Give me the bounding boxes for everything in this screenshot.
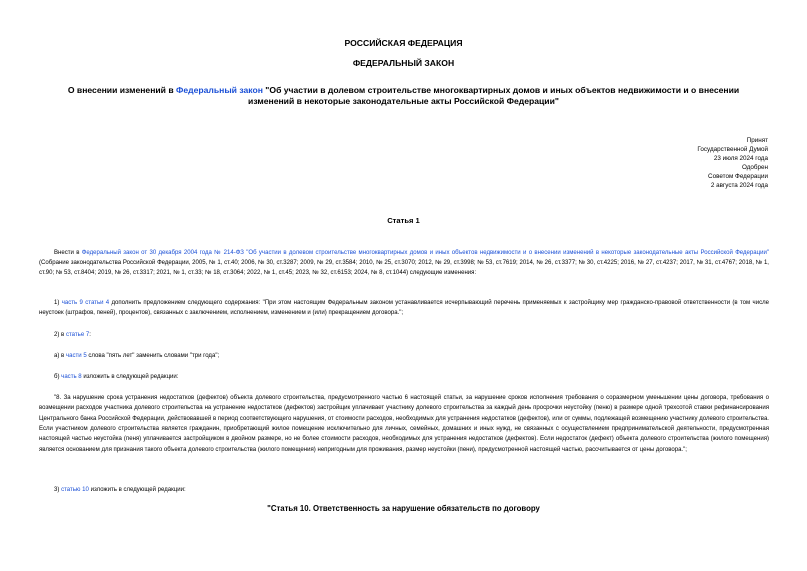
article-1-heading: Статья 1 (387, 216, 420, 225)
article10-link[interactable]: статью 10 (61, 487, 89, 493)
adoption-info: Принят Государственной Думой 23 июля 2024 года Одобрен Советом Федерации 2 августа 2024 года (697, 137, 768, 189)
intro-paragraph: Внести в Федеральный закон от 30 декабря 2004 года № 214-ФЗ "Об участии в долевом строительстве многоквартирных домов и иных объектов недвижимости и о внесении изменений в некоторые законодательные акты Российской Федерации" (Собрание законодательства Российской Федерации, 2005, № 1, ст.40; 2006, № 30, ст.3287; 2009, № 29, ст.3584; 2010, № 25, ст.3070; 2012, № 29, ст.3998; № 53, ст.7619; 2014, № 26, ст.3377; № 30, ст.4225; 2016, № 27, ст.4237; 2017, № 31, ст.4767; 2018, № 1, ст.90; № 53, ст.8404; 2019, № 26, ст.3317; 2021, № 1, ст.33; № 18, ст.3064; 2022, № 1, ст.45; 2023, № 32, ст.6153; 2024, № 8, ст.1044) следующие изменения: (39, 250, 769, 277)
law-type-heading: ФЕДЕРАЛЬНЫЙ ЗАКОН (352, 58, 455, 68)
country-heading: РОССИЙСКАЯ ФЕДЕРАЦИЯ (344, 38, 463, 48)
article7-link[interactable]: статье 7 (65, 332, 90, 338)
item-1-paragraph: 1) часть 9 статьи 4 дополнить предложением следующего содержания: "При этом настоящим Федеральным законом устанавливается исчерпывающий перечень применяемых к застройщику мер гражданско-правовой ответственности (в том числе неустоек (штрафов, пеней), процентов), связанных с заключением, исполнением, изменением и (или) прекращением договора."; (39, 300, 769, 317)
part5-link[interactable]: части 5 (65, 353, 87, 359)
item-2b-paragraph: б) часть 8 изложить в следующей редакции: (54, 374, 179, 380)
article-10-heading: "Статья 10. Ответственность за нарушение обязательств по договору (267, 504, 540, 513)
part9-art4-link[interactable]: часть 9 статьи 4 (61, 300, 110, 306)
law-title: О внесении изменений в Федеральный закон "Об участии в долевом строительстве многоквартирных домов и иных объектов недвижимости и о внесении изменений в некоторые законодательные акты Российской Федерации" (67, 85, 740, 106)
item-2-paragraph: 2) в статье 7: (54, 332, 91, 338)
part-8-text: "8. За нарушение срока устранения недостатков (дефектов) объекта долевого строительства, предусмотренного частью 6 настоящей статьи, за нарушение сроков исполнения требования о соразмерном уменьшении цены договора, требования о возмещении расходов участника долевого строительства на устранение недостатков (дефектов) застройщик уплачивает участнику долевого строительства за каждый день просрочки неустойку (пеню) в размере одной трехсотой ставки рефинансирования Центрального банка Российской Федерации, действовавшей в период соответствующего нарушения, от стоимости расходов, необходимых для устранения недостатков (дефектов), или от суммы, подлежащей возмещению участнику долевого строительства. Если участником долевого строительства является гражданин, приобретающий жилое помещение исключительно для личных, семейных, домашних и иных нужд, не связанных с осуществлением предпринимательской деятельности, предусмотренная настоящей частью неустойка (пеня) уплачивается застройщиком в двойном размере, но не более стоимости расходов, необходимых для устранения недостатков (дефектов). Если недостаток (дефект) объекта долевого строительства (жилого помещения) является основанием для признания такого объекта долевого строительства (жилого помещения) непригодным для проживания, размер неустойки (пени), предусмотренной настоящей частью, рассчитывается от цены договора."; (39, 395, 769, 453)
title-law-link[interactable]: Федеральный закон (176, 85, 263, 95)
law-214-link[interactable]: Федеральный закон от 30 декабря 2004 года № 214-ФЗ "Об участии в долевом строительстве многоквартирных домов и иных объектов недвижимости и о внесении изменений в некоторые законодательные акты Российской Федерации" (81, 250, 769, 256)
item-2a-paragraph: а) в части 5 слова "пять лет" заменить словами "три года"; (54, 353, 220, 359)
part8-link[interactable]: часть 8 (61, 374, 82, 380)
item-3-paragraph: 3) статью 10 изложить в следующей редакции: (54, 487, 186, 493)
